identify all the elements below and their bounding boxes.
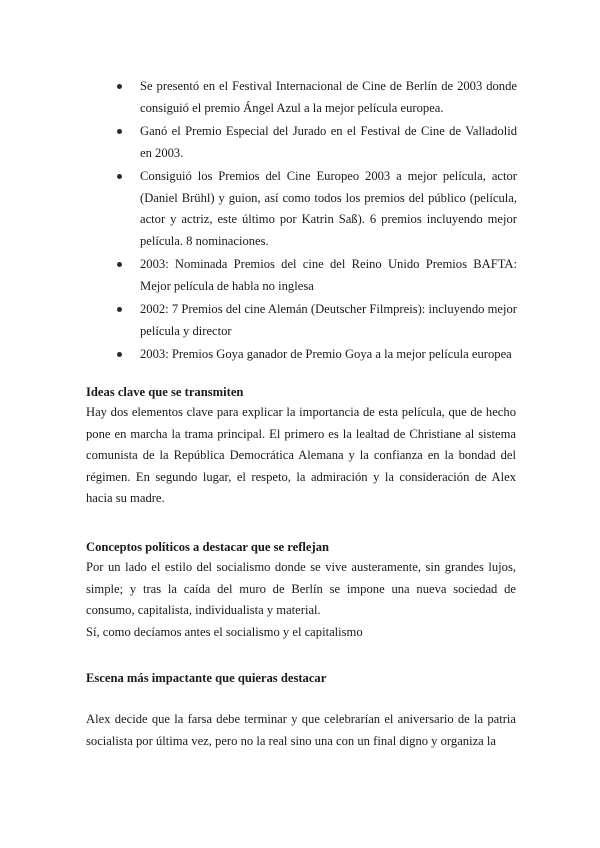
politics-paragraph: Por un lado el estilo del socialismo donde se vive austeramente, sin grandes lujos, simple; y tras la caída del muro de Berlín se impone una nueva sociedad de consumo, capitalista, individualista y material.: [86, 560, 516, 617]
politics-section: [86, 537, 516, 643]
list-item: 2003: Nominada Premios del cine del Reino Unido Premios BAFTA: Mejor película de habla no inglesa: [117, 254, 517, 297]
ideas-section: [86, 382, 516, 510]
awards-list: [117, 76, 517, 368]
list-item: Consiguió los Premios del Cine Europeo 2003 a mejor película, actor (Daniel Brühl) y guion, así como todos los premios del público (película, actor y actriz, este último por Katrin Saß). 6 premios incluyendo mejor película. 8 nominaciones.: [117, 166, 517, 252]
list-item: Se presentó en el Festival Internacional de Cine de Berlín de 2003 donde consiguió el premio Ángel Azul a la mejor película europea.: [117, 76, 517, 119]
list-item: 2002: 7 Premios del cine Alemán (Deutscher Filmpreis): incluyendo mejor película y director: [117, 299, 517, 342]
list-item: 2003: Premios Goya ganador de Premio Goya a la mejor película europea: [117, 344, 517, 366]
scene-paragraph: Alex decide que la farsa debe terminar y que celebrarían el aniversario de la patria socialista por última vez, pero no la real sino una con un final digno y organiza la: [86, 712, 516, 748]
ideas-paragraph: Hay dos elementos clave para explicar la importancia de esta película, que de hecho pone en marcha la trama principal. El primero es la lealtad de Christiane al sistema comunista de la República Democrática Alemana y la confianza en la bondad del régimen. En segundo lugar, el respeto, la admiración y la consideración de Alex hacia su madre.: [86, 405, 516, 505]
scene-heading: Escena más impactante que quieras destacar: [86, 671, 327, 685]
scene-section: [86, 668, 516, 752]
list-item: Ganó el Premio Especial del Jurado en el Festival de Cine de Valladolid en 2003.: [117, 121, 517, 164]
ideas-heading: Ideas clave que se transmiten: [86, 385, 244, 399]
politics-paragraph-2: Sí, como decíamos antes el socialismo y el capitalismo: [86, 624, 363, 639]
politics-heading: Conceptos políticos a destacar que se reflejan: [86, 540, 329, 554]
